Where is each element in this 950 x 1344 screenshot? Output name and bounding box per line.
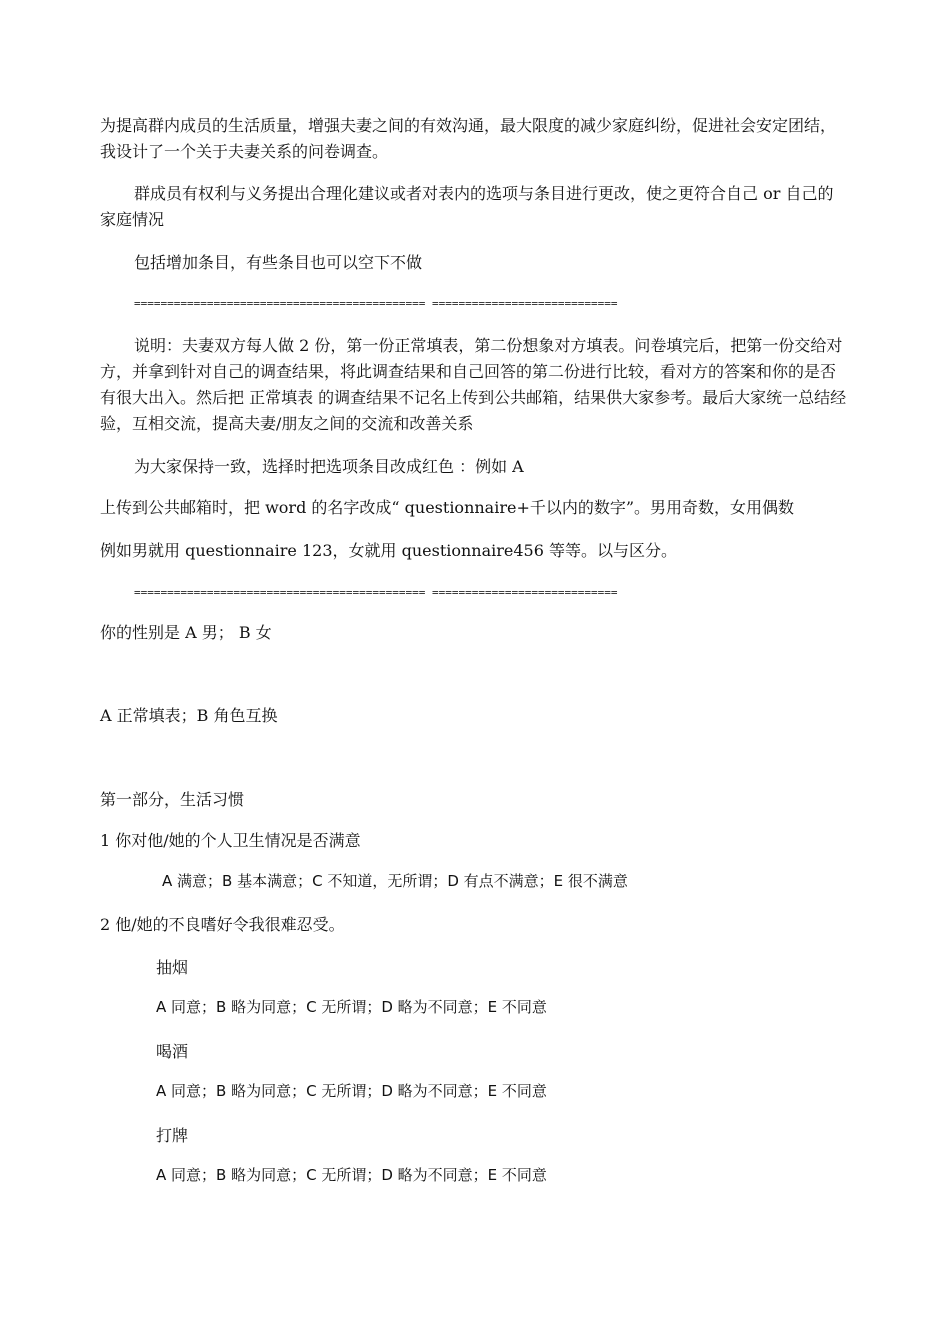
habit-options-smoking: A 同意；B 略为同意；C 无所谓；D 略为不同意；E 不同意 bbox=[156, 998, 547, 1016]
question-2: 2 他/她的不良嗜好令我很难忍受。 bbox=[100, 915, 345, 934]
instructions-filename-note: 上传到公共邮箱时，把 word 的名字改成“ questionnaire+千以内的数字”。男用奇数，女用偶数 bbox=[100, 498, 795, 517]
instructions-paragraph: 说明：夫妻双方每人做 2 份，第一份正常填表，第二份想象对方填表。问卷填完后，把第一份交给对方，并拿到针对自己的调查结果，将此调查结果和自己回答的第二份进行比较，看对方的答案和你的是否有很大出入。然后把 正常填表 的调查结果不记名上传到公共邮箱，结果供大家参考。最后大家统一总结经验，互相交流，提高夫妻/朋友之间的交流和改善关系 bbox=[100, 336, 847, 433]
instructions-color-note: 为大家保持一致，选择时把选项条目改成红色 ：例如 A bbox=[134, 457, 524, 476]
habit-options-drinking: A 同意；B 略为同意；C 无所谓；D 略为不同意；E 不同意 bbox=[156, 1082, 547, 1100]
mode-question: A 正常填表；B 角色互换 bbox=[100, 706, 278, 725]
intro-paragraph-3: 包括增加条目，有些条目也可以空下不做 bbox=[134, 253, 423, 272]
habit-label-drinking: 喝酒 bbox=[156, 1042, 189, 1061]
question-1: 1 你对他/她的个人卫生情况是否满意 bbox=[100, 831, 361, 850]
habit-label-cards: 打牌 bbox=[156, 1126, 189, 1145]
intro-paragraph-1: 为提高群内成员的生活质量，增强夫妻之间的有效沟通，最大限度的减少家庭纠纷，促进社会安定团结，我设计了一个关于夫妻关系的问卷调查。 bbox=[100, 116, 837, 161]
question-1-options: A 满意；B 基本满意；C 不知道，无所谓；D 有点不满意；E 很不满意 bbox=[162, 872, 628, 890]
separator-line: ============================================ ============================ bbox=[134, 297, 618, 310]
section-title: 第一部分，生活习惯 bbox=[100, 790, 245, 809]
intro-paragraph-2: 群成员有权利与义务提出合理化建议或者对表内的选项与条目进行更改，使之更符合自己 or 自己的家庭情况 bbox=[100, 184, 834, 229]
instructions-example-note: 例如男就用 questionnaire 123，女就用 questionnaire456 等等。以与区分。 bbox=[100, 541, 678, 560]
habit-options-cards: A 同意；B 略为同意；C 无所谓；D 略为不同意；E 不同意 bbox=[156, 1166, 547, 1184]
habit-label-smoking: 抽烟 bbox=[156, 958, 189, 977]
separator-line: ============================================ ============================ bbox=[134, 586, 618, 599]
gender-question: 你的性别是 A 男； B 女 bbox=[100, 623, 272, 642]
